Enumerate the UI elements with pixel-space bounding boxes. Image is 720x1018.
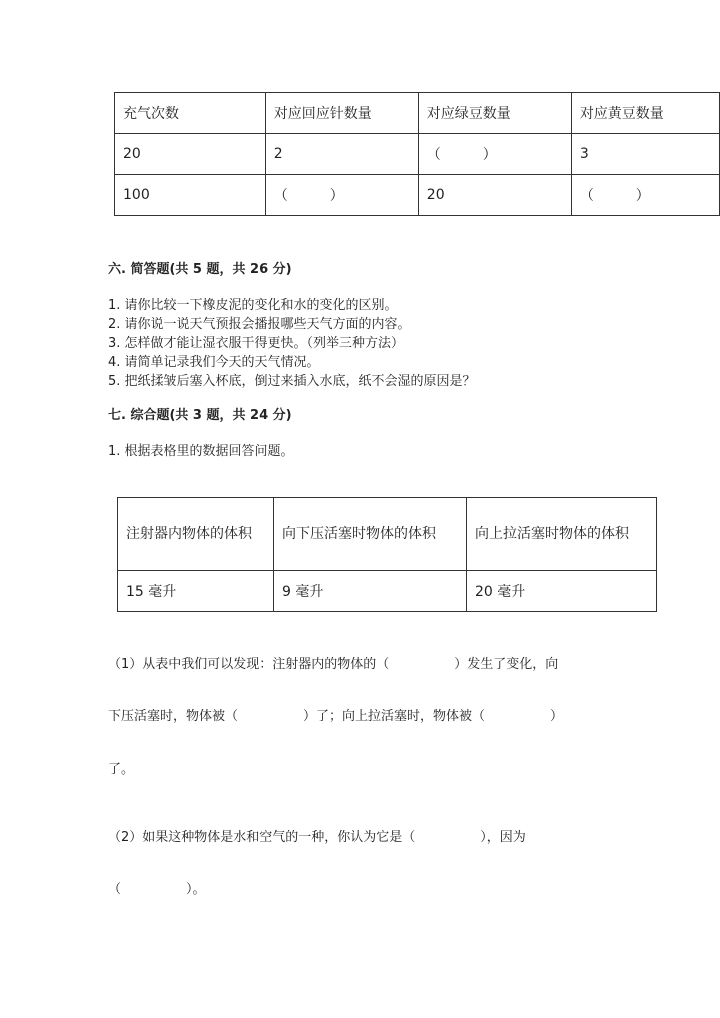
question-item: 5. 把纸揉皱后塞入杯底，倒过来插入水底，纸不会湿的原因是？ [108, 374, 476, 389]
sub-question-1-cont: 下压活塞时，物体被（ ）了；向上拉活塞时，物体被（ ） [108, 709, 564, 724]
table-cell: （ ） [265, 175, 418, 216]
table-cell: 20 [115, 134, 266, 175]
sub-question-1: （1）从表中我们可以发现：注射器内的物体的（ ）发生了变化，向 [108, 657, 559, 672]
table-row [118, 571, 657, 612]
sub-question-2: （2）如果这种物体是水和空气的一种，你认为它是（ ），因为 [108, 830, 526, 845]
header-cell: 向上拉活塞时物体的体积 [467, 498, 657, 571]
table-cell: 2 [265, 134, 418, 175]
table-cell: 100 [115, 175, 266, 216]
question-item: 1. 请你比较一下橡皮泥的变化和水的变化的区别。 [108, 298, 398, 313]
inflation-table [114, 92, 720, 216]
header-cell: 充气次数 [115, 93, 266, 134]
header-cell: 注射器内物体的体积 [118, 498, 274, 571]
header-cell: 对应黄豆数量 [571, 93, 719, 134]
question-item: 1. 根据表格里的数据回答问题。 [108, 444, 294, 459]
sub-question-1-end: 了。 [108, 762, 135, 777]
question-item: 2. 请你说一说天气预报会播报哪些天气方面的内容。 [108, 317, 411, 332]
table-cell: 20 [418, 175, 571, 216]
section-7-title: 七. 综合题(共 3 题，共 24 分) [108, 408, 292, 423]
table-cell: （ ） [418, 134, 571, 175]
question-item: 3. 怎样做才能让湿衣服干得更快。（列举三种方法） [108, 336, 405, 351]
table-cell: 15 毫升 [118, 571, 274, 612]
header-cell: 对应回应针数量 [265, 93, 418, 134]
sub-question-2-cont: （ ）。 [108, 882, 206, 897]
header-cell: 对应绿豆数量 [418, 93, 571, 134]
table-header-row [115, 93, 720, 134]
syringe-table [117, 497, 657, 612]
table-cell: （ ） [571, 175, 719, 216]
table-cell: 3 [571, 134, 719, 175]
table-header-row [118, 498, 657, 571]
table-cell: 20 毫升 [467, 571, 657, 612]
section-6-title: 六. 简答题(共 5 题，共 26 分) [108, 262, 292, 277]
table-cell: 9 毫升 [274, 571, 467, 612]
header-cell: 向下压活塞时物体的体积 [274, 498, 467, 571]
table-row [115, 134, 720, 175]
question-item: 4. 请简单记录我们今天的天气情况。 [108, 355, 320, 370]
table-row [115, 175, 720, 216]
